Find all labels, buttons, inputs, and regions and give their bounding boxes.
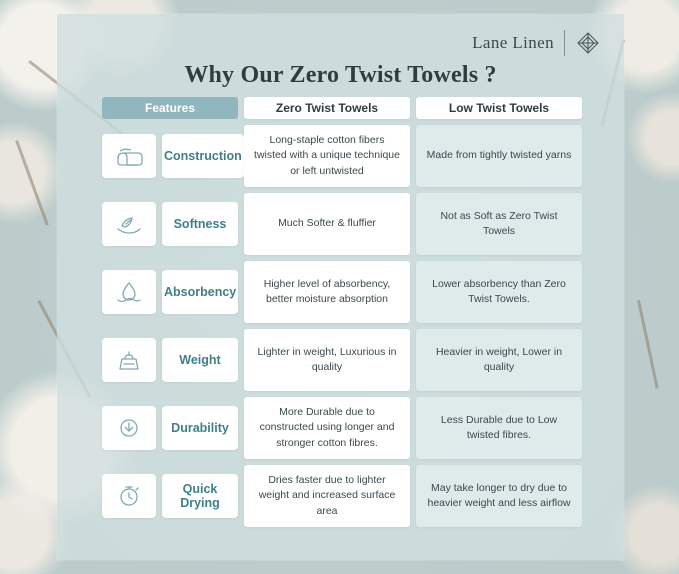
comparison-table (102, 97, 582, 533)
water-drop-absorb-icon (102, 270, 156, 314)
page-title: Why Our Zero Twist Towels ? (184, 62, 497, 88)
feature-label-box (162, 474, 238, 518)
feature-cell (102, 125, 242, 187)
zero-twist-cell: Much Softer & fluffier (244, 193, 410, 255)
knot-monogram-icon (575, 30, 601, 56)
header-zero-twist: Zero Twist Towels (244, 97, 410, 119)
low-twist-cell: Heavier in weight, Lower in quality (416, 329, 582, 391)
feature-label: Weight (179, 352, 221, 367)
header-features: Features (102, 97, 238, 119)
zero-twist-cell: Dries faster due to lighter weight and increased surface area (244, 465, 410, 527)
zero-twist-cell: Lighter in weight, Luxurious in quality (244, 329, 410, 391)
feature-label-box (162, 202, 238, 246)
feature-label-box (162, 270, 238, 314)
folded-towel-icon (102, 134, 156, 178)
zero-twist-cell: Long-staple cotton fibers twisted with a unique technique or left untwisted (244, 125, 410, 187)
content-card (57, 14, 624, 560)
feature-label: Durability (171, 420, 229, 435)
feature-label-box (162, 134, 244, 178)
brand-lockup (472, 30, 601, 56)
table-row (102, 193, 582, 255)
soft-hand-feather-icon (102, 202, 156, 246)
table-row (102, 125, 582, 187)
low-twist-cell: Not as Soft as Zero Twist Towels (416, 193, 582, 255)
low-twist-cell: Less Durable due to Low twisted fibres. (416, 397, 582, 459)
weighing-scale-icon (102, 338, 156, 382)
feature-label: Absorbency (164, 284, 237, 299)
table-row (102, 465, 582, 527)
feature-cell (102, 397, 238, 459)
stopwatch-drop-icon (102, 474, 156, 518)
header-low-twist: Low Twist Towels (416, 97, 582, 119)
zero-twist-cell: More Durable due to constructed using longer and stronger cotton fibres. (244, 397, 410, 459)
low-twist-cell: May take longer to dry due to heavier weight and less airflow (416, 465, 582, 527)
table-row (102, 397, 582, 459)
feature-label: Quick Drying (180, 481, 220, 510)
table-row (102, 261, 582, 323)
feature-label: Construction (164, 148, 242, 163)
brand-name: Lane Linen (472, 33, 554, 52)
feature-cell (102, 261, 238, 323)
feature-cell (102, 329, 238, 391)
table-row (102, 329, 582, 391)
feature-label: Softness (173, 216, 227, 231)
branch-decoration (637, 300, 659, 389)
low-twist-cell: Lower absorbency than Zero Twist Towels. (416, 261, 582, 323)
shield-down-arrow-icon (102, 406, 156, 450)
branch-decoration (15, 140, 49, 226)
feature-label-box (162, 406, 238, 450)
table-header-row (102, 97, 582, 119)
brand-divider (564, 30, 565, 56)
feature-cell (102, 465, 238, 527)
feature-label-box (162, 338, 238, 382)
low-twist-cell: Made from tightly twisted yarns (416, 125, 582, 187)
zero-twist-cell: Higher level of absorbency, better moisture absorption (244, 261, 410, 323)
feature-cell (102, 193, 238, 255)
